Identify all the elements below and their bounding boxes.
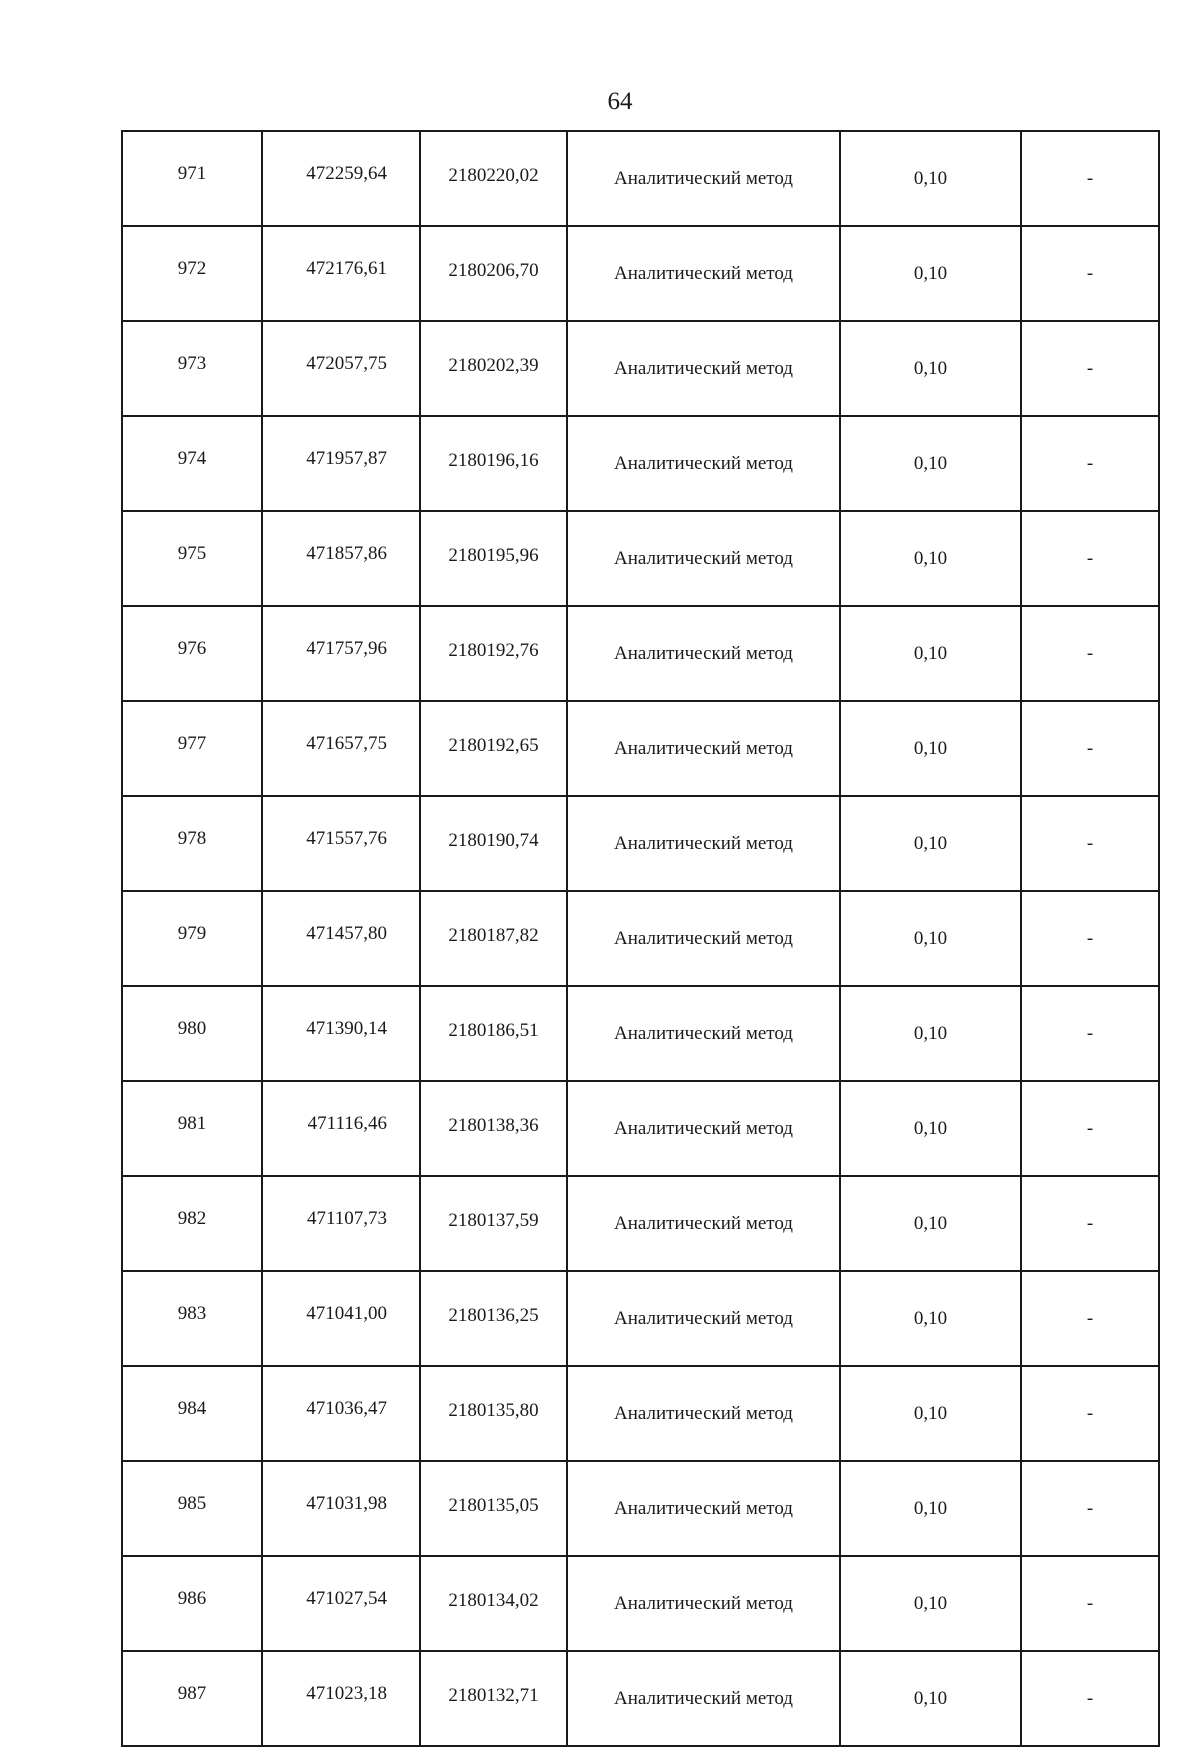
note-cell: - — [1021, 1366, 1159, 1461]
y-coordinate-cell: 2180195,96 — [420, 511, 567, 606]
page-number: 64 — [607, 88, 633, 115]
table-row — [122, 796, 1159, 891]
x-coordinate-cell: 471557,76 — [262, 796, 420, 891]
y-coordinate-cell: 2180220,02 — [420, 131, 567, 226]
y-coordinate-cell: 2180196,16 — [420, 416, 567, 511]
y-coordinate-cell: 2180137,59 — [420, 1176, 567, 1271]
table-row — [122, 1461, 1159, 1556]
point-number-cell: 987 — [122, 1651, 262, 1746]
method-cell: Аналитический метод — [567, 606, 840, 701]
y-coordinate-cell: 2180190,74 — [420, 796, 567, 891]
x-coordinate-cell: 471023,18 — [262, 1651, 420, 1746]
point-number-cell: 984 — [122, 1366, 262, 1461]
method-cell: Аналитический метод — [567, 1081, 840, 1176]
point-number-cell: 971 — [122, 131, 262, 226]
method-cell: Аналитический метод — [567, 1176, 840, 1271]
x-coordinate-cell: 472176,61 — [262, 226, 420, 321]
note-cell: - — [1021, 1461, 1159, 1556]
note-cell: - — [1021, 321, 1159, 416]
x-coordinate-cell: 471957,87 — [262, 416, 420, 511]
accuracy-cell: 0,10 — [840, 986, 1021, 1081]
note-cell: - — [1021, 511, 1159, 606]
method-cell: Аналитический метод — [567, 321, 840, 416]
table-row — [122, 511, 1159, 606]
x-coordinate-cell: 471107,73 — [262, 1176, 420, 1271]
x-coordinate-cell: 471027,54 — [262, 1556, 420, 1651]
note-cell: - — [1021, 1651, 1159, 1746]
accuracy-cell: 0,10 — [840, 1461, 1021, 1556]
x-coordinate-cell: 471757,96 — [262, 606, 420, 701]
point-number-cell: 973 — [122, 321, 262, 416]
accuracy-cell: 0,10 — [840, 796, 1021, 891]
x-coordinate-cell: 471390,14 — [262, 986, 420, 1081]
x-coordinate-cell: 471657,75 — [262, 701, 420, 796]
y-coordinate-cell: 2180202,39 — [420, 321, 567, 416]
point-number-cell: 976 — [122, 606, 262, 701]
point-number-cell: 981 — [122, 1081, 262, 1176]
note-cell: - — [1021, 1556, 1159, 1651]
accuracy-cell: 0,10 — [840, 1271, 1021, 1366]
accuracy-cell: 0,10 — [840, 1081, 1021, 1176]
accuracy-cell: 0,10 — [840, 131, 1021, 226]
x-coordinate-cell: 471457,80 — [262, 891, 420, 986]
point-number-cell: 986 — [122, 1556, 262, 1651]
method-cell: Аналитический метод — [567, 226, 840, 321]
x-coordinate-cell: 471036,47 — [262, 1366, 420, 1461]
point-number-cell: 979 — [122, 891, 262, 986]
note-cell: - — [1021, 701, 1159, 796]
y-coordinate-cell: 2180187,82 — [420, 891, 567, 986]
method-cell: Аналитический метод — [567, 1366, 840, 1461]
note-cell: - — [1021, 1176, 1159, 1271]
table-row — [122, 1176, 1159, 1271]
note-cell: - — [1021, 986, 1159, 1081]
note-cell: - — [1021, 891, 1159, 986]
method-cell: Аналитический метод — [567, 986, 840, 1081]
point-number-cell: 977 — [122, 701, 262, 796]
table-row — [122, 891, 1159, 986]
y-coordinate-cell: 2180132,71 — [420, 1651, 567, 1746]
accuracy-cell: 0,10 — [840, 1176, 1021, 1271]
point-number-cell: 985 — [122, 1461, 262, 1556]
accuracy-cell: 0,10 — [840, 891, 1021, 986]
method-cell: Аналитический метод — [567, 511, 840, 606]
x-coordinate-cell: 471116,46 — [262, 1081, 420, 1176]
table-row — [122, 1081, 1159, 1176]
y-coordinate-cell: 2180192,65 — [420, 701, 567, 796]
note-cell: - — [1021, 131, 1159, 226]
note-cell: - — [1021, 1271, 1159, 1366]
x-coordinate-cell: 471857,86 — [262, 511, 420, 606]
x-coordinate-cell: 472057,75 — [262, 321, 420, 416]
y-coordinate-cell: 2180134,02 — [420, 1556, 567, 1651]
coordinates-table — [121, 130, 1160, 1747]
accuracy-cell: 0,10 — [840, 1556, 1021, 1651]
point-number-cell: 974 — [122, 416, 262, 511]
method-cell: Аналитический метод — [567, 891, 840, 986]
coordinates-table-body — [122, 131, 1159, 1746]
table-row — [122, 986, 1159, 1081]
y-coordinate-cell: 2180138,36 — [420, 1081, 567, 1176]
method-cell: Аналитический метод — [567, 1556, 840, 1651]
accuracy-cell: 0,10 — [840, 1366, 1021, 1461]
table-row — [122, 1366, 1159, 1461]
table-row — [122, 1271, 1159, 1366]
note-cell: - — [1021, 416, 1159, 511]
table-row — [122, 226, 1159, 321]
point-number-cell: 982 — [122, 1176, 262, 1271]
table-row — [122, 416, 1159, 511]
note-cell: - — [1021, 606, 1159, 701]
x-coordinate-cell: 471041,00 — [262, 1271, 420, 1366]
x-coordinate-cell: 471031,98 — [262, 1461, 420, 1556]
point-number-cell: 983 — [122, 1271, 262, 1366]
accuracy-cell: 0,10 — [840, 606, 1021, 701]
method-cell: Аналитический метод — [567, 131, 840, 226]
accuracy-cell: 0,10 — [840, 226, 1021, 321]
y-coordinate-cell: 2180135,05 — [420, 1461, 567, 1556]
table-row — [122, 1651, 1159, 1746]
table-row — [122, 701, 1159, 796]
accuracy-cell: 0,10 — [840, 511, 1021, 606]
note-cell: - — [1021, 1081, 1159, 1176]
accuracy-cell: 0,10 — [840, 701, 1021, 796]
method-cell: Аналитический метод — [567, 1461, 840, 1556]
y-coordinate-cell: 2180136,25 — [420, 1271, 567, 1366]
table-row — [122, 321, 1159, 416]
y-coordinate-cell: 2180192,76 — [420, 606, 567, 701]
table-row — [122, 1556, 1159, 1651]
method-cell: Аналитический метод — [567, 1271, 840, 1366]
table-row — [122, 606, 1159, 701]
point-number-cell: 972 — [122, 226, 262, 321]
method-cell: Аналитический метод — [567, 796, 840, 891]
accuracy-cell: 0,10 — [840, 321, 1021, 416]
note-cell: - — [1021, 226, 1159, 321]
method-cell: Аналитический метод — [567, 1651, 840, 1746]
method-cell: Аналитический метод — [567, 416, 840, 511]
x-coordinate-cell: 472259,64 — [262, 131, 420, 226]
y-coordinate-cell: 2180186,51 — [420, 986, 567, 1081]
point-number-cell: 975 — [122, 511, 262, 606]
method-cell: Аналитический метод — [567, 701, 840, 796]
y-coordinate-cell: 2180135,80 — [420, 1366, 567, 1461]
table-row — [122, 131, 1159, 226]
accuracy-cell: 0,10 — [840, 416, 1021, 511]
point-number-cell: 980 — [122, 986, 262, 1081]
y-coordinate-cell: 2180206,70 — [420, 226, 567, 321]
point-number-cell: 978 — [122, 796, 262, 891]
note-cell: - — [1021, 796, 1159, 891]
accuracy-cell: 0,10 — [840, 1651, 1021, 1746]
